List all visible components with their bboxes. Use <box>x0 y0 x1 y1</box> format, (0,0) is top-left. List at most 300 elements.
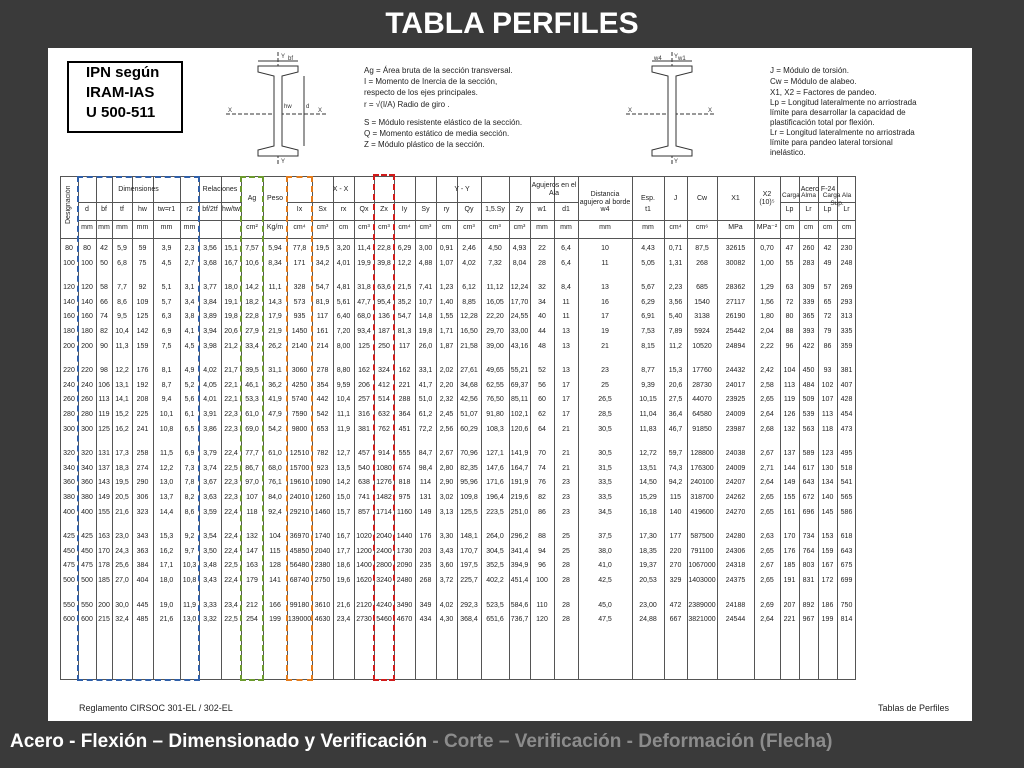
subgroup-header: Carga Alma <box>782 192 816 199</box>
table-cell: 1,00 <box>760 259 774 267</box>
table-cell: 1730 <box>396 547 413 555</box>
table-cell: 215 <box>98 616 110 624</box>
column-header: tf <box>120 206 124 213</box>
table-cell: 10,4 <box>115 328 129 335</box>
table-cell: 30082 <box>725 259 746 267</box>
table-cell: 674 <box>398 464 411 472</box>
table-cell: 555 <box>398 450 411 458</box>
table-cell: 49 <box>823 259 832 267</box>
table-cell: 541 <box>840 479 853 487</box>
table-cell: 34,2 <box>315 259 330 267</box>
table-cell: 16,2 <box>115 425 129 433</box>
table-cell: 831 <box>802 577 815 584</box>
table-cell: 177 <box>669 533 682 541</box>
table-cell: 142 <box>136 328 149 335</box>
table-cell: 107 <box>246 494 258 501</box>
table-cell: 47,9 <box>268 411 282 418</box>
table-cell: 2,65 <box>760 508 774 516</box>
table-cell: 72 <box>785 298 794 306</box>
table-cell: 95,96 <box>460 479 478 487</box>
table-cell: 28 <box>562 616 570 624</box>
group-rule <box>530 202 578 203</box>
table-cell: 41,0 <box>598 562 612 570</box>
table-cell: 68,0 <box>268 464 282 472</box>
table-cell: 18,35 <box>639 547 657 555</box>
table-cell: 2120 <box>356 601 372 609</box>
table-cell: 11,9 <box>336 425 351 433</box>
table-cell: 74 <box>538 464 546 472</box>
table-cell: 292,3 <box>460 601 478 609</box>
table-cell: 41,9 <box>268 396 282 404</box>
table-cell: 149 <box>419 508 432 516</box>
table-cell: 586 <box>840 508 853 516</box>
table-cell: 208 <box>136 396 149 404</box>
table-cell: 22,3 <box>224 411 238 418</box>
table-cell: 176300 <box>690 464 714 472</box>
table-cell: 4,93 <box>512 245 527 252</box>
table-cell: 451,4 <box>510 577 529 584</box>
table-cell: 1714 <box>376 508 392 516</box>
table-cell: 0,91 <box>439 245 454 252</box>
table-cell: 56480 <box>289 562 310 570</box>
table-cell: 119 <box>783 396 796 404</box>
table-cell: 2090 <box>396 562 413 570</box>
table-cell: 3490 <box>396 601 413 609</box>
table-cell: 26,0 <box>418 342 433 350</box>
column-header: w1 <box>537 206 547 213</box>
table-cell: 46,1 <box>245 381 259 389</box>
legend-right-2: Cw = Módulo de alabeo. <box>770 77 857 86</box>
table-cell: 21,6 <box>159 616 174 624</box>
table-cell: 113 <box>98 396 110 404</box>
table-cell: 19,9 <box>357 259 371 267</box>
table-cell: 4,5 <box>161 259 172 267</box>
table-cell: 425 <box>81 533 93 541</box>
table-cell: 9,4 <box>161 396 172 404</box>
table-cell: 82 <box>100 328 108 335</box>
table-cell: 20,6 <box>224 328 238 335</box>
table-cell: 643 <box>840 547 853 555</box>
table-cell: 22,3 <box>224 494 238 501</box>
table-cell: 967 <box>802 616 815 624</box>
group-rule <box>394 202 530 203</box>
group-header: Y - Y <box>454 186 470 193</box>
table-cell: 60 <box>538 396 546 404</box>
table-cell: 3,79 <box>203 450 217 458</box>
table-cell: 6,9 <box>161 328 172 335</box>
table-cell: 77,7 <box>245 450 259 458</box>
table-cell: 3,60 <box>439 562 454 570</box>
table-cell: 44070 <box>692 396 712 404</box>
table-cell: 61,0 <box>268 450 282 458</box>
table-cell: 7,20 <box>336 328 351 335</box>
table-cell: 100 <box>536 577 548 584</box>
table-cell: 6,12 <box>462 284 476 292</box>
table-cell: 2,42 <box>760 367 774 375</box>
table-cell: 134 <box>821 479 834 487</box>
table-cell: 4670 <box>396 616 413 624</box>
table-cell: 1200 <box>356 547 372 555</box>
table-cell: 260 <box>802 245 815 252</box>
table-cell: 19,5 <box>315 245 330 252</box>
table-cell: 55 <box>785 259 794 267</box>
legend-right-1: J = Módulo de torsión. <box>770 66 849 75</box>
table-cell: 207 <box>783 601 796 609</box>
table-cell: 16 <box>601 298 609 306</box>
table-cell: 2,64 <box>760 411 774 418</box>
table-cell: 1260 <box>314 494 331 501</box>
table-cell: 13 <box>562 367 570 375</box>
table-cell: 24544 <box>725 616 746 624</box>
table-cell: 2,67 <box>439 450 454 458</box>
table-cell: 171 <box>293 259 306 267</box>
column-header: w4 <box>600 206 610 213</box>
highlight-zx <box>373 174 395 681</box>
table-cell: 675 <box>840 562 853 570</box>
table-cell: 5,61 <box>336 298 351 306</box>
table-cell: 14,1 <box>115 396 129 404</box>
table-cell: 10,3 <box>182 562 197 570</box>
table-cell: 24318 <box>725 562 746 570</box>
table-cell: 540 <box>358 464 370 472</box>
table-cell: 3,56 <box>668 298 683 306</box>
table-cell: 12,28 <box>460 313 478 321</box>
table-cell: 126 <box>783 411 796 418</box>
table-cell: 125 <box>136 313 149 321</box>
table-cell: 16,05 <box>486 298 504 306</box>
table-cell: 300 <box>81 425 93 433</box>
table-cell: 219,6 <box>510 494 529 501</box>
table-cell: 12,72 <box>639 450 657 458</box>
table-cell: 34 <box>538 298 546 306</box>
table-cell: 19610 <box>289 479 310 487</box>
table-cell: 11,4 <box>357 245 371 252</box>
table-cell: 3,02 <box>439 494 454 501</box>
table-cell: 380 <box>81 494 93 501</box>
table-cell: 13,1 <box>115 381 129 389</box>
table-cell: 17,7 <box>336 547 351 555</box>
table-cell: 54,7 <box>315 284 330 292</box>
table-cell: 24432 <box>725 367 746 375</box>
table-cell: 153 <box>821 533 834 541</box>
table-cell: 360 <box>63 479 75 487</box>
table-cell: 141 <box>269 577 281 584</box>
table-cell: 62,55 <box>486 381 504 389</box>
column-header: Sx <box>318 206 327 213</box>
table-cell: 393 <box>802 328 815 335</box>
table-cell: 11 <box>601 259 609 267</box>
table-cell: 76,50 <box>486 396 504 404</box>
table-cell: 45850 <box>289 547 310 555</box>
table-cell: 31,8 <box>357 284 371 292</box>
table-cell: 550 <box>81 601 93 609</box>
table-cell: 14,4 <box>159 508 174 516</box>
table-cell: 270 <box>669 562 682 570</box>
table-cell: 120 <box>63 284 75 292</box>
table-cell: 923 <box>316 464 329 472</box>
unit-cell: mm <box>136 224 149 231</box>
reglamento-caption: Reglamento CIRSOC 301-EL / 302-EL <box>79 703 233 713</box>
table-cell: 100 <box>63 259 75 267</box>
table-cell: 400 <box>63 508 75 516</box>
table-cell: 54,2 <box>268 425 282 433</box>
table-cell: 11,3 <box>115 342 129 350</box>
unit-cell: cm³ <box>378 224 390 231</box>
table-cell: 368,4 <box>460 616 478 624</box>
table-cell: 514 <box>378 396 390 404</box>
table-cell: 77,8 <box>292 245 307 252</box>
table-cell: 280 <box>63 411 75 418</box>
table-cell: 102,1 <box>510 411 529 418</box>
table-cell: 3,59 <box>203 508 217 516</box>
table-cell: 221 <box>783 616 796 624</box>
table-cell: 81,3 <box>397 328 412 335</box>
table-cell: 49,65 <box>486 367 504 375</box>
unit-cell: Kg/m <box>266 224 284 231</box>
table-cell: 170,7 <box>460 547 478 555</box>
table-cell: 7,8 <box>184 479 195 487</box>
table-cell: 72 <box>823 313 832 321</box>
table-cell: 454 <box>840 411 853 418</box>
table-cell: 115 <box>269 547 281 555</box>
table-cell: 422 <box>802 342 815 350</box>
table-cell: 120 <box>81 284 93 292</box>
group-header: Dimensiones <box>118 186 159 193</box>
table-cell: 495 <box>840 450 853 458</box>
table-cell: 2,63 <box>760 533 774 541</box>
table-cell: 147 <box>246 547 258 555</box>
table-cell: 35,2 <box>397 298 412 306</box>
group-header: X1 <box>731 195 740 202</box>
table-cell: 2380 <box>314 562 331 570</box>
table-cell: 96 <box>785 342 794 350</box>
table-cell: 33,1 <box>418 367 433 375</box>
table-cell: 10,4 <box>336 396 351 404</box>
table-cell: 24009 <box>725 411 746 418</box>
table-cell: 93,4 <box>357 328 371 335</box>
table-cell: 132 <box>783 425 796 433</box>
unit-cell: cm⁴ <box>398 224 411 231</box>
table-cell: 21,2 <box>224 342 238 350</box>
table-cell: 27,5 <box>668 396 683 404</box>
table-cell: 94 <box>538 547 546 555</box>
table-cell: 22,8 <box>377 245 391 252</box>
table-cell: 104 <box>783 367 796 375</box>
table-cell: 185 <box>98 577 110 584</box>
svg-text:Y: Y <box>674 159 679 164</box>
tablas-caption: Tablas de Perfiles <box>878 703 950 713</box>
table-cell: 296,2 <box>510 533 529 541</box>
table-cell: 23 <box>562 508 570 516</box>
table-cell: 352,5 <box>486 562 504 570</box>
svg-text:w4: w4 <box>654 56 662 62</box>
table-cell: 12,2 <box>159 464 174 472</box>
table-cell: 131 <box>419 494 432 501</box>
table-cell: 23 <box>601 367 609 375</box>
table-cell: 170 <box>783 533 796 541</box>
table-cell: 39,5 <box>245 367 259 375</box>
table-cell: 9800 <box>291 425 308 433</box>
table-cell: 24306 <box>725 547 746 555</box>
table-cell: 53,3 <box>245 396 259 404</box>
table-cell: 44 <box>538 328 546 335</box>
table-cell: 8,4 <box>561 284 571 292</box>
subgroup-header: Carga Ala Sup. <box>822 192 852 207</box>
table-cell: 10,1 <box>159 411 174 418</box>
table-cell: 340 <box>81 464 93 472</box>
table-cell: 25,6 <box>115 562 129 570</box>
table-cell: 21,9 <box>268 328 282 335</box>
table-cell: 6,29 <box>641 298 655 306</box>
table-cell: 241 <box>136 425 149 433</box>
table-cell: 24375 <box>725 577 746 584</box>
table-cell: 102 <box>821 381 834 389</box>
table-cell: 15,0 <box>336 494 351 501</box>
table-cell: 3,68 <box>203 259 217 267</box>
table-cell: 10 <box>601 245 609 252</box>
table-cell: 128800 <box>690 450 714 458</box>
table-cell: 10,8 <box>159 425 174 433</box>
table-cell: 8,1 <box>161 367 172 375</box>
table-cell: 412 <box>378 381 390 389</box>
table-cell: 7590 <box>291 411 308 418</box>
table-cell: 1276 <box>376 479 392 487</box>
table-cell: 250 <box>378 342 390 350</box>
table-cell: 11,9 <box>182 601 197 609</box>
table-cell: 1020 <box>356 533 372 541</box>
table-cell: 22,4 <box>224 547 238 555</box>
table-cell: 130 <box>821 464 834 472</box>
table-cell: 260 <box>63 396 75 404</box>
table-cell: 214 <box>316 342 329 350</box>
table-cell: 364 <box>398 411 411 418</box>
table-cell: 191,9 <box>510 479 529 487</box>
table-cell: 10520 <box>692 342 712 350</box>
table-cell: 240 <box>63 381 75 389</box>
table-cell: 584,6 <box>510 601 529 609</box>
table-cell: 11,2 <box>668 342 683 350</box>
table-cell: 1620 <box>356 577 372 584</box>
table-cell: 573 <box>293 298 306 306</box>
table-cell: 651,6 <box>486 616 504 624</box>
table-cell: 2,04 <box>760 328 774 335</box>
table-cell: 25 <box>562 533 570 541</box>
table-cell: 3821000 <box>688 616 716 624</box>
table-cell: 1080 <box>376 464 392 472</box>
table-cell: 206 <box>358 381 370 389</box>
table-cell: 76,1 <box>268 479 282 487</box>
table-cell: 28 <box>562 562 570 570</box>
table-cell: 19,8 <box>418 328 433 335</box>
table-cell: 235 <box>419 562 432 570</box>
table-cell: 42,5 <box>598 577 612 584</box>
svg-text:X: X <box>318 108 323 114</box>
legend-left-4: r = √(I/A) Radio de giro . <box>364 100 450 109</box>
table-cell: 3,43 <box>439 547 454 555</box>
table-cell: 149 <box>783 479 796 487</box>
table-cell: 221 <box>398 381 411 389</box>
table-cell: 2,45 <box>439 411 454 418</box>
table-cell: 36970 <box>289 533 310 541</box>
ipn-section-diagram-right <box>626 52 716 164</box>
column-header: Ix <box>296 206 303 213</box>
table-cell: 17,1 <box>159 562 174 570</box>
table-cell: 24,88 <box>639 616 657 624</box>
table-cell: 120 <box>536 616 548 624</box>
table-cell: 33,5 <box>598 494 612 501</box>
table-cell: 76 <box>538 479 546 487</box>
table-cell: 166 <box>269 601 281 609</box>
table-cell: 180 <box>63 328 75 335</box>
table-cell: 6,4 <box>561 259 571 267</box>
table-cell: 36,2 <box>268 381 282 389</box>
table-cell: 6,91 <box>641 313 655 321</box>
table-cell: 196,4 <box>486 494 504 501</box>
table-cell: 48 <box>538 342 546 350</box>
unit-cell: cm⁴ <box>293 224 306 231</box>
table-cell: 13 <box>562 328 570 335</box>
table-cell: 109 <box>136 298 149 306</box>
table-cell: 5,9 <box>117 245 127 252</box>
table-cell: 51,07 <box>460 411 478 418</box>
table-cell: 52 <box>538 367 546 375</box>
table-cell: 117 <box>316 313 329 321</box>
unit-cell: mm <box>560 224 572 231</box>
table-cell: 16,2 <box>159 547 174 555</box>
table-cell: 27117 <box>726 298 745 306</box>
table-cell: 2,02 <box>439 367 454 375</box>
table-cell: 86,7 <box>245 464 259 472</box>
column-header: hw <box>138 206 147 213</box>
table-cell: 155 <box>98 508 110 516</box>
table-cell: 54,7 <box>397 313 412 321</box>
table-cell: 197,5 <box>460 562 478 570</box>
table-cell: 41,7 <box>418 381 433 389</box>
table-cell: 178 <box>98 562 110 570</box>
table-cell: 248 <box>840 259 853 267</box>
table-cell: 22,4 <box>224 533 238 541</box>
unit-cell: cm <box>841 224 852 231</box>
table-cell: 68,0 <box>357 313 371 321</box>
table-cell: 2750 <box>314 577 331 584</box>
table-cell: 26,5 <box>598 396 612 404</box>
table-cell: 63,6 <box>377 284 391 292</box>
table-cell: 1400 <box>356 562 372 570</box>
table-cell: 125,5 <box>460 508 478 516</box>
table-cell: 518 <box>840 464 853 472</box>
table-cell: 160 <box>63 313 75 321</box>
table-cell: 200 <box>98 601 110 609</box>
table-cell: 335 <box>840 328 853 335</box>
profile-line-2: IRAM-IAS <box>86 84 155 101</box>
table-cell: 425 <box>63 533 75 541</box>
table-cell: 3,8 <box>184 313 195 321</box>
table-cell: 699 <box>840 577 853 584</box>
table-cell: 2,67 <box>760 450 774 458</box>
table-cell: 42,56 <box>460 396 478 404</box>
group-header: Distancia agujero al borde <box>579 191 631 206</box>
table-cell: 2730 <box>356 616 372 624</box>
table-cell: 3,72 <box>439 577 454 584</box>
table-cell: 17,3 <box>115 450 129 458</box>
table-cell: 141,9 <box>510 450 529 458</box>
table-cell: 34,5 <box>598 508 612 516</box>
table-cell: 734 <box>802 533 815 541</box>
table-cell: 442 <box>316 396 329 404</box>
table-cell: 12510 <box>289 450 310 458</box>
table-cell: 1,71 <box>439 328 454 335</box>
table-cell: 8,34 <box>268 259 282 267</box>
